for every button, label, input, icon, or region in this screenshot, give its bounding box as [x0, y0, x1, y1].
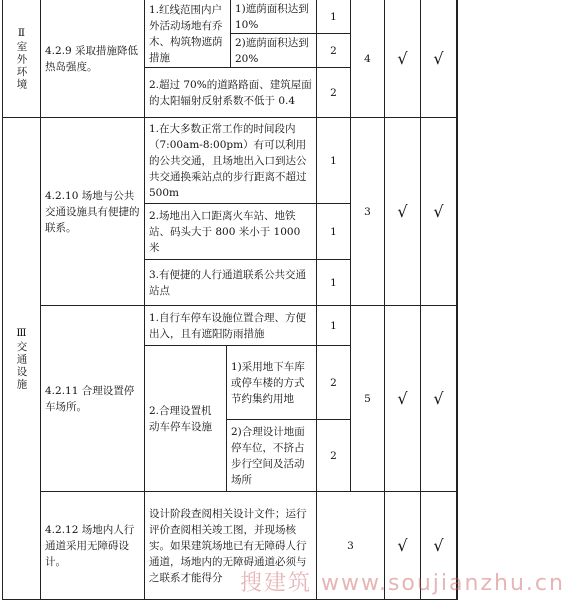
criterion-text: 1.红线范围内户外活动场地有乔木、构筑物遮荫措施	[145, 0, 231, 68]
score-cell: 2	[317, 68, 351, 118]
criterion-text: 2.场地出入口距离火车站、地铁站、码头大于 800 米小于 1000 米	[145, 204, 317, 260]
section-traffic-facilities	[3, 118, 41, 600]
item-4-2-11: 4.2.11 合理设置停车场所。	[41, 306, 145, 492]
section-label: Ⅱ室外环境	[15, 26, 28, 91]
check-mark: √	[421, 0, 457, 118]
total-score-cell: 4	[351, 0, 385, 118]
score-cell: 1	[317, 260, 351, 306]
criterion-text: 1)遮荫面积达到 10%	[231, 0, 317, 34]
criterion-text: 3.有便捷的人行通道联系公共交通站点	[145, 260, 317, 306]
check-mark: √	[385, 492, 421, 600]
total-score-cell: 3	[351, 118, 385, 306]
check-mark: √	[421, 118, 457, 306]
score-cell: 2	[317, 346, 351, 420]
item-4-2-10: 4.2.10 场地与公共交通设施具有便捷的联系。	[41, 118, 145, 306]
criterion-text: 设计阶段查阅相关设计文件；运行评价查阅相关竣工图，并现场核实。如果建筑场地已有无障碍人行通道，场地内的无障碍通道必须与之联系才能得分	[145, 492, 317, 600]
criterion-text: 1.在大多数正常工作的时间段内（7:00am-8:00pm）有可以利用的公共交通，且场地出入口到达公共交通换乘站点的步行距离不超过 500m	[145, 118, 317, 204]
section-label: Ⅲ交通设施	[15, 326, 28, 391]
check-mark: √	[385, 118, 421, 306]
score-cell: 1	[317, 306, 351, 346]
score-cell: 2	[317, 420, 351, 492]
check-mark: √	[385, 306, 421, 492]
check-mark: √	[385, 0, 421, 118]
score-cell: 1	[317, 204, 351, 260]
total-score-cell: 3	[317, 492, 385, 600]
item-4-2-9: 4.2.9 采取措施降低热岛强度。	[41, 0, 145, 118]
criterion-text: 2)合理设计地面停车位，不挤占步行空间及活动场所	[227, 420, 317, 492]
evaluation-table	[2, 0, 458, 600]
criterion-text: 1.自行车停车设施位置合理、方便出入，且有遮阳防雨措施	[145, 306, 317, 346]
criterion-text: 1)采用地下车库或停车楼的方式节约集约用地	[227, 346, 317, 420]
section-outdoor-environment	[3, 0, 41, 118]
check-mark: √	[421, 492, 457, 600]
check-mark: √	[421, 306, 457, 492]
score-cell: 2	[317, 34, 351, 68]
item-4-2-12: 4.2.12 场地内人行通道采用无障碍设计。	[41, 492, 145, 600]
total-score-cell: 5	[351, 306, 385, 492]
criterion-text: 2.超过 70%的道路路面、建筑屋面的太阳辐射反射系数不低于 0.4	[145, 68, 317, 118]
watermark: 搜建筑 www.soujianzhu.cn	[240, 571, 565, 596]
score-cell: 1	[317, 0, 351, 34]
criterion-text: 2.合理设置机动车停车设施	[145, 346, 227, 492]
criterion-text: 2)遮荫面积达到 20%	[231, 34, 317, 68]
score-cell: 1	[317, 118, 351, 204]
